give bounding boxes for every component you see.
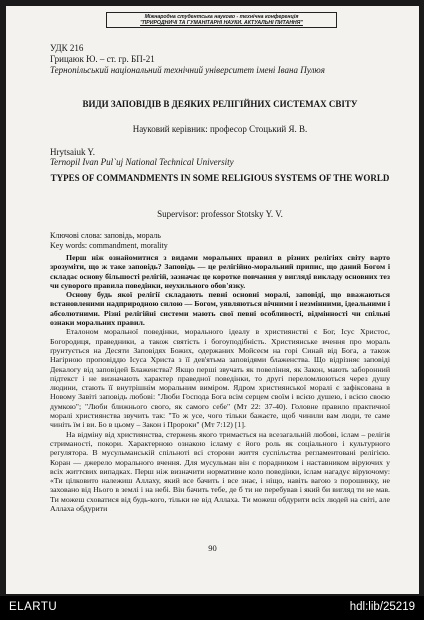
repository-name: ELARTU xyxy=(9,601,58,613)
document-page xyxy=(6,6,419,594)
footer-bar xyxy=(0,596,424,620)
keywords-ua: Ключові слова: заповідь, мораль xyxy=(50,231,161,240)
supervisor-en: Supervisor: professor Stotsky Y. V. xyxy=(157,209,283,219)
handle-link[interactable]: hdl:lib/25219 xyxy=(349,601,415,613)
paragraph-2: Основу будь якої релігії складають певні основні моралі, заповіді, що вважаються встановленими надприродною силою — Богом, уявляються вічними і незмінними, ідеальними і абсолютними. Різні релігійні системи мають свої певні особливості, відмінності чи спільні ознаки моральних правил. xyxy=(50,290,390,328)
title-ua: ВИДИ ЗАПОВІДІВ В ДЕЯКИХ РЕЛІГІЙНИХ СИСТЕМАХ СВІТУ xyxy=(82,99,358,109)
header-line-2: "ПРИРОДНИЧІ ТА ГУМАНІТАРНІ НАУКИ. АКТУАЛЬНІ ПИТАННЯ" xyxy=(140,20,303,27)
paragraph-4: На відміну від християнства, стержень якого тримається на всезагальній любові, іслам – релігія стриманості, покори. Характерною ознакою ісламу є його роль як соціального і культурного регулятора. В мусульманській спільноті всі сторони життя суспільства регламентовані релігією. Коран — джерело морального вчення. Для мусульман він є порадником і наставником віруючих у всіх життєвих випадках. Перш ніж визначити нормативне коло поведінки, іслам нагадує віруючому: «Ти цілковито належиш Аллаху, який все бачить і все знає, і ніщо, навіть вагою з порошинку, не заховано від Нього в землі і на небі. Він бачить тебе, де б ти не перебував і який би вигляд ти не мав. Ти можеш сховатися від будь-кого, тільки не від Аллаха. Ти можеш обдурити всіх людей на світі, але Аллаха обдурити xyxy=(50,429,390,514)
article-body xyxy=(50,253,390,513)
paragraph-3: Еталоном моральної поведінки, морального ідеалу в християнстві є Бог, Ісус Христос, Богородиця, праведники, а також святість і богоуподібність. Християнське вчення про мораль ґрунтується на Десяти Заповідях Божих, одержаних Мойсеєм на горі Синай від Бога, а також Нагірною проповіддю Ісуса Христа з її дев'ятьма заповідями блаженства. Що відрізняє заповіді Декалогу від заповідей Блаженства? Якщо перші звучать як повеління, як Закон, мають заборонний підтекст і не визначають характер праведної поведінки, то другі переломлюються через душу людини, стають її внутрішнім моральним виміром. Ядром християнської моралі є зафіксована в Новому Завіті заповідь любові: "Люби Господа Бога всім серцем своїм і всією душею, і всією своєю думкою"; "Люби ближнього свого, як самого себе" (Мт 22: 37-40). Головне правило практичної моралі християнства звучить так: "То ж усе, чого тільки бажаєте, щоб чинили вам люди, те саме чиніть їм і ви. Бо в цьому – Закон і Пророки" (Мт 7:12) [1]. xyxy=(50,327,390,430)
affiliation-ua: Тернопільський національний технічний університет імені Івана Пулюя xyxy=(50,65,325,75)
author-en: Hrytsaiuk Y. xyxy=(50,147,95,157)
supervisor-ua: Науковий керівник: професор Стоцький Я. В. xyxy=(132,124,308,134)
title-en: TYPES OF COMMANDMENTS IN SOME RELIGIOUS SYSTEMS OF THE WORLD xyxy=(50,173,390,183)
header-line-1: Міжнародна студентська науково - технічна конференція xyxy=(144,14,299,20)
udc-code: УДК 216 xyxy=(50,43,84,53)
keywords-en: Key words: commandment, morality xyxy=(50,241,168,250)
author-ua: Грицаюк Ю. – ст. гр. БП-21 xyxy=(50,54,155,64)
paragraph-1: Перш ніж ознайомитися з видами моральних правил в різних релігіях світу варто зрозуміти, що ж таке заповідь? Заповідь — це релігійно-моральний припис, що даний Богом і складає основу більшості релігій, зазначає це коротке повчання у вигляді викладу основних тез чи суворого правила поведінки, неухильного обов'язку. xyxy=(50,253,390,290)
page-number: 90 xyxy=(208,543,217,553)
affiliation-en: Ternopil Ivan Pul`uj National Technical University xyxy=(50,157,234,167)
conference-header xyxy=(106,12,337,28)
